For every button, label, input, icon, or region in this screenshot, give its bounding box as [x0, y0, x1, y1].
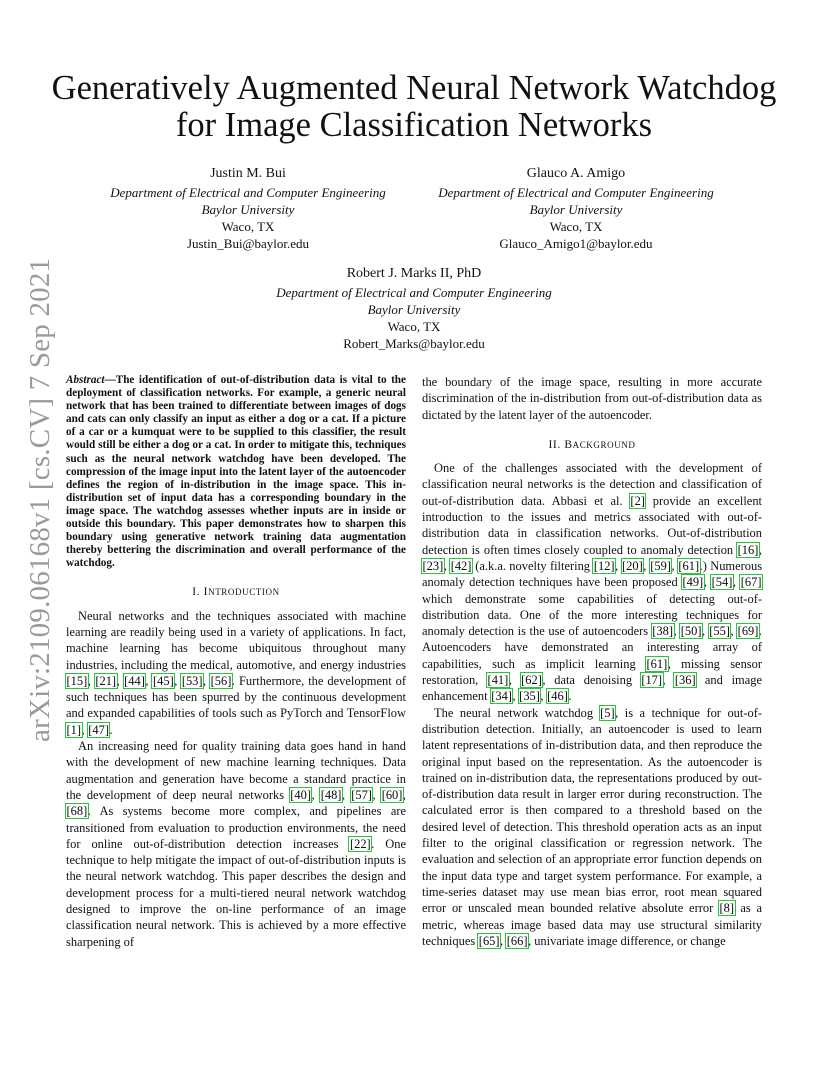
paragraph-text: provide an excellent introduction to the issues and metrics associated with out-of-distribution data in classification networks. Out-of-distribution detection is often times closely coupled to anomaly detection	[422, 493, 763, 557]
citation-link[interactable]: [66]	[506, 933, 528, 948]
paragraph-text: and image enhancement	[422, 673, 762, 704]
citation-link[interactable]: [36]	[674, 673, 696, 688]
title-line-2: for Image Classification Networks	[175, 106, 653, 144]
paragraph-text: ,	[673, 624, 681, 639]
citation-link[interactable]: [61]	[646, 656, 668, 671]
citation-link[interactable]: [62]	[521, 673, 542, 688]
citation-link[interactable]: [59]	[650, 558, 671, 573]
paragraph	[66, 738, 406, 950]
paragraph-text: . Furthermore, the development of such techniques has been spurred by the continuous development and expanded capabilities of tools such as PyTorch and TensorFlow	[66, 673, 406, 721]
citation-link[interactable]: [47]	[88, 722, 109, 737]
author-university: Baylor University	[367, 302, 461, 317]
citation-link[interactable]: [1]	[66, 722, 82, 737]
paragraph-text: .	[109, 722, 113, 737]
citation-link[interactable]: [8]	[719, 901, 735, 916]
right-column	[422, 374, 762, 949]
author-email: Glauco_Amigo1@baylor.edu	[499, 236, 653, 251]
abstract-text: —The identification of out-of-distribution data is vital to the deployment of classification networks. For example, a generic neural network that has been trained to differentiate between images of dogs and cats can only classify an input as either a dog or a cat. If a picture of a car or a kumquat were to be supplied to this classifier, the result would still be either a dog or a cat. In order to mitigate this, techniques such as the neural network watchdog have been developed. The compression of the image input into the latent layer of the autoencoder defines the region of in-distribution in the image space. This in-distribution set of input data has a corresponding boundary in the image space. The watchdog assesses whether inputs are in inside or outside this boundary. This paper demonstrates how to sharpen this boundary using generative network training data augmentation thereby bettering the discrimination and overall performance of the watchdog.	[66, 374, 406, 570]
author-city: Waco, TX	[221, 219, 275, 234]
paragraph-text: An increasing need for quality training data goes hand in hand with the development of new machine learning techniques. Data augmentation and generation have become a standard practice in the development of deep neural networks	[66, 739, 406, 802]
paragraph-text: . One technique to help mitigate the impact of out-of-distribution inputs is the neural network watchdog. This paper describes the design and development process for a multi-tiered neural network watchdog designed to improve the on-line performance of an image classification neural network. This is achieved by a more effective sharpening of	[66, 836, 406, 949]
paragraph-text: which demonstrate some capabilities of detecting out-of-distribution data. One of the more interesting techniques for anomaly detection is the use of autoencoders	[422, 591, 762, 639]
paragraph-text: ,	[732, 575, 741, 590]
citation-link[interactable]: [60]	[381, 787, 403, 802]
paragraph-text: The neural network watchdog	[434, 705, 600, 720]
citation-link[interactable]: [5]	[600, 705, 615, 720]
section-heading-background: II. BACKGROUND	[548, 438, 636, 451]
citation-link[interactable]: [57]	[351, 787, 372, 802]
paragraph-text: ,	[662, 673, 675, 688]
paragraph-text: ,	[701, 624, 709, 639]
paragraph-text: ,	[508, 673, 521, 688]
author-university: Baylor University	[201, 202, 295, 217]
paragraph-text: ,	[372, 787, 382, 802]
paragraph-text: ,	[145, 673, 153, 688]
paragraph-text: .) Numerous anomaly detection techniques have been proposed	[422, 558, 763, 590]
citation-link[interactable]: [45]	[152, 673, 174, 688]
paragraph-text: ,	[758, 542, 762, 557]
paragraph-text: .	[568, 689, 572, 704]
citation-link[interactable]: [49]	[682, 575, 704, 590]
citation-link[interactable]: [22]	[349, 836, 371, 851]
citation-link[interactable]: [67]	[740, 575, 762, 590]
paragraph-text: ,	[730, 624, 738, 639]
citation-link[interactable]: [42]	[450, 558, 472, 573]
paragraph	[66, 608, 406, 738]
author-department: Department of Electrical and Computer Engineering	[276, 285, 552, 300]
paragraph-text: ,	[540, 689, 547, 704]
author-department: Department of Electrical and Computer Engineering	[110, 185, 386, 200]
citation-link[interactable]: [56]	[210, 673, 232, 688]
abstract-label: Abstract	[66, 374, 105, 386]
citation-link[interactable]: [38]	[652, 624, 673, 639]
paragraph-text: ,	[615, 558, 622, 573]
citation-link[interactable]: [35]	[519, 689, 540, 704]
author-block-3	[262, 264, 566, 352]
paragraph-text: One of the challenges associated with the development of classification neural networks is the detection and classification of out-of-distribution data. Abbasi et al.	[422, 461, 762, 508]
arxiv-identifier-stamp: arXiv:2109.06168v1 [cs.CV] 7 Sep 2021	[24, 257, 56, 742]
paragraph-text: , data denoising	[542, 673, 641, 688]
paragraph-text: ,	[81, 722, 88, 737]
paragraph-text: ,	[643, 558, 650, 573]
citation-link[interactable]: [54]	[711, 575, 733, 590]
paragraph-text: ,	[203, 673, 211, 688]
citation-link[interactable]: [53]	[181, 673, 203, 688]
citation-link[interactable]: [44]	[124, 673, 145, 688]
paragraph-text: ,	[512, 689, 519, 704]
paragraph-text: , univariate image difference, or change	[527, 933, 726, 948]
citation-link[interactable]: [16]	[737, 542, 759, 557]
citation-link[interactable]: [69]	[737, 624, 759, 639]
title-line-1: Generatively Augmented Neural Network Watchdog	[51, 69, 777, 107]
author-block-1	[100, 164, 396, 252]
paragraph-text: ,	[703, 575, 712, 590]
citation-link[interactable]: [15]	[66, 673, 88, 688]
paragraph-text: ,	[116, 673, 124, 688]
author-department: Department of Electrical and Computer Engineering	[438, 185, 714, 200]
paragraph-continued: the boundary of the image space, resulting in more accurate discrimination of the in-distribution from out-of-distribution data as dictated by the latent layer of the autoencoder.	[422, 375, 762, 422]
citation-link[interactable]: [48]	[320, 787, 342, 802]
author-city: Waco, TX	[387, 319, 441, 334]
citation-link[interactable]: [34]	[491, 689, 512, 704]
paragraph-text: ,	[443, 558, 451, 573]
paragraph-text: ,	[174, 673, 182, 688]
author-name: Glauco A. Amigo	[526, 166, 626, 181]
paper-title	[0, 70, 828, 144]
paragraph-text: . As systems become more complex, and pipelines are transitioned from evaluation to production environments, the need for online out-of-distribution detection increases	[66, 804, 406, 851]
author-city: Waco, TX	[549, 219, 603, 234]
paragraph-text: ,	[87, 673, 95, 688]
citation-link[interactable]: [61]	[678, 558, 700, 573]
left-column	[66, 374, 406, 950]
author-email: Robert_Marks@baylor.edu	[343, 336, 485, 351]
citation-link[interactable]: [23]	[422, 558, 444, 573]
paragraph-text: as a metric, whereas image based data may use structural similarity techniques	[422, 901, 762, 948]
paragraph-text: ,	[500, 933, 507, 948]
paragraph-text: Neural networks and the techniques associated with machine learning are readily being used in a variety of applications. In fact, machine learning has become ubiquitous throughout many industries, including the medical, automotive, and energy industries	[66, 608, 406, 672]
citation-link[interactable]: [20]	[622, 558, 643, 573]
author-name: Justin M. Bui	[210, 166, 286, 181]
citation-link[interactable]: [46]	[547, 689, 568, 704]
citation-link[interactable]: [17]	[641, 673, 663, 688]
citation-link[interactable]: [65]	[478, 933, 500, 948]
citation-link[interactable]: [55]	[709, 624, 730, 639]
citation-link[interactable]: [41]	[487, 673, 509, 688]
citation-link[interactable]: [2]	[630, 493, 645, 508]
author-university: Baylor University	[529, 202, 623, 217]
citation-link[interactable]: [12]	[593, 558, 615, 573]
author-email: Justin_Bui@baylor.edu	[186, 236, 310, 251]
paragraph	[422, 705, 762, 949]
citation-link[interactable]: [50]	[680, 624, 702, 639]
author-block-2	[426, 164, 726, 252]
citation-link[interactable]: [68]	[66, 804, 88, 819]
author-name: Robert J. Marks II, PhD	[346, 266, 482, 281]
paragraph-text: , is a technique for out-of-distribution detection. Initially, an autoencoder is used to learn latent representations of in-distribution data, and then reproduce the original input based on the representation. As the autoencoder is trained on in-distribution data, the representations produced by out-of-distribution data result in larger error during reconstruction. The calculated error is then compared to a threshold based on the desired level of detection. This threshold operation acts as an input filter to the original classification or regression network. The evaluation and selection of an appropriate error function depends on the input data type and target system performance. For example, a time-series dataset may use mean bias error, root mean squared error or unscaled mean bounded relative absolute error	[422, 705, 762, 916]
paragraph-text: ,	[402, 787, 407, 802]
abstract	[66, 374, 406, 570]
paragraph-text: (a.k.a. novelty filtering	[471, 558, 594, 573]
paragraph-text: ,	[671, 558, 678, 573]
citation-link[interactable]: [40]	[290, 787, 311, 802]
paragraph-text: , missing sensor restoration,	[422, 656, 762, 688]
citation-link[interactable]: [21]	[95, 673, 117, 688]
paragraph-text: ,	[341, 787, 351, 802]
paragraph-text: ,	[311, 787, 321, 802]
paragraph	[422, 460, 762, 704]
section-heading-introduction: I. INTRODUCTION	[192, 586, 280, 599]
paragraph-text: . Autoencoders have demonstrated an interesting array of capabilities, such as implicit learning	[422, 624, 763, 671]
